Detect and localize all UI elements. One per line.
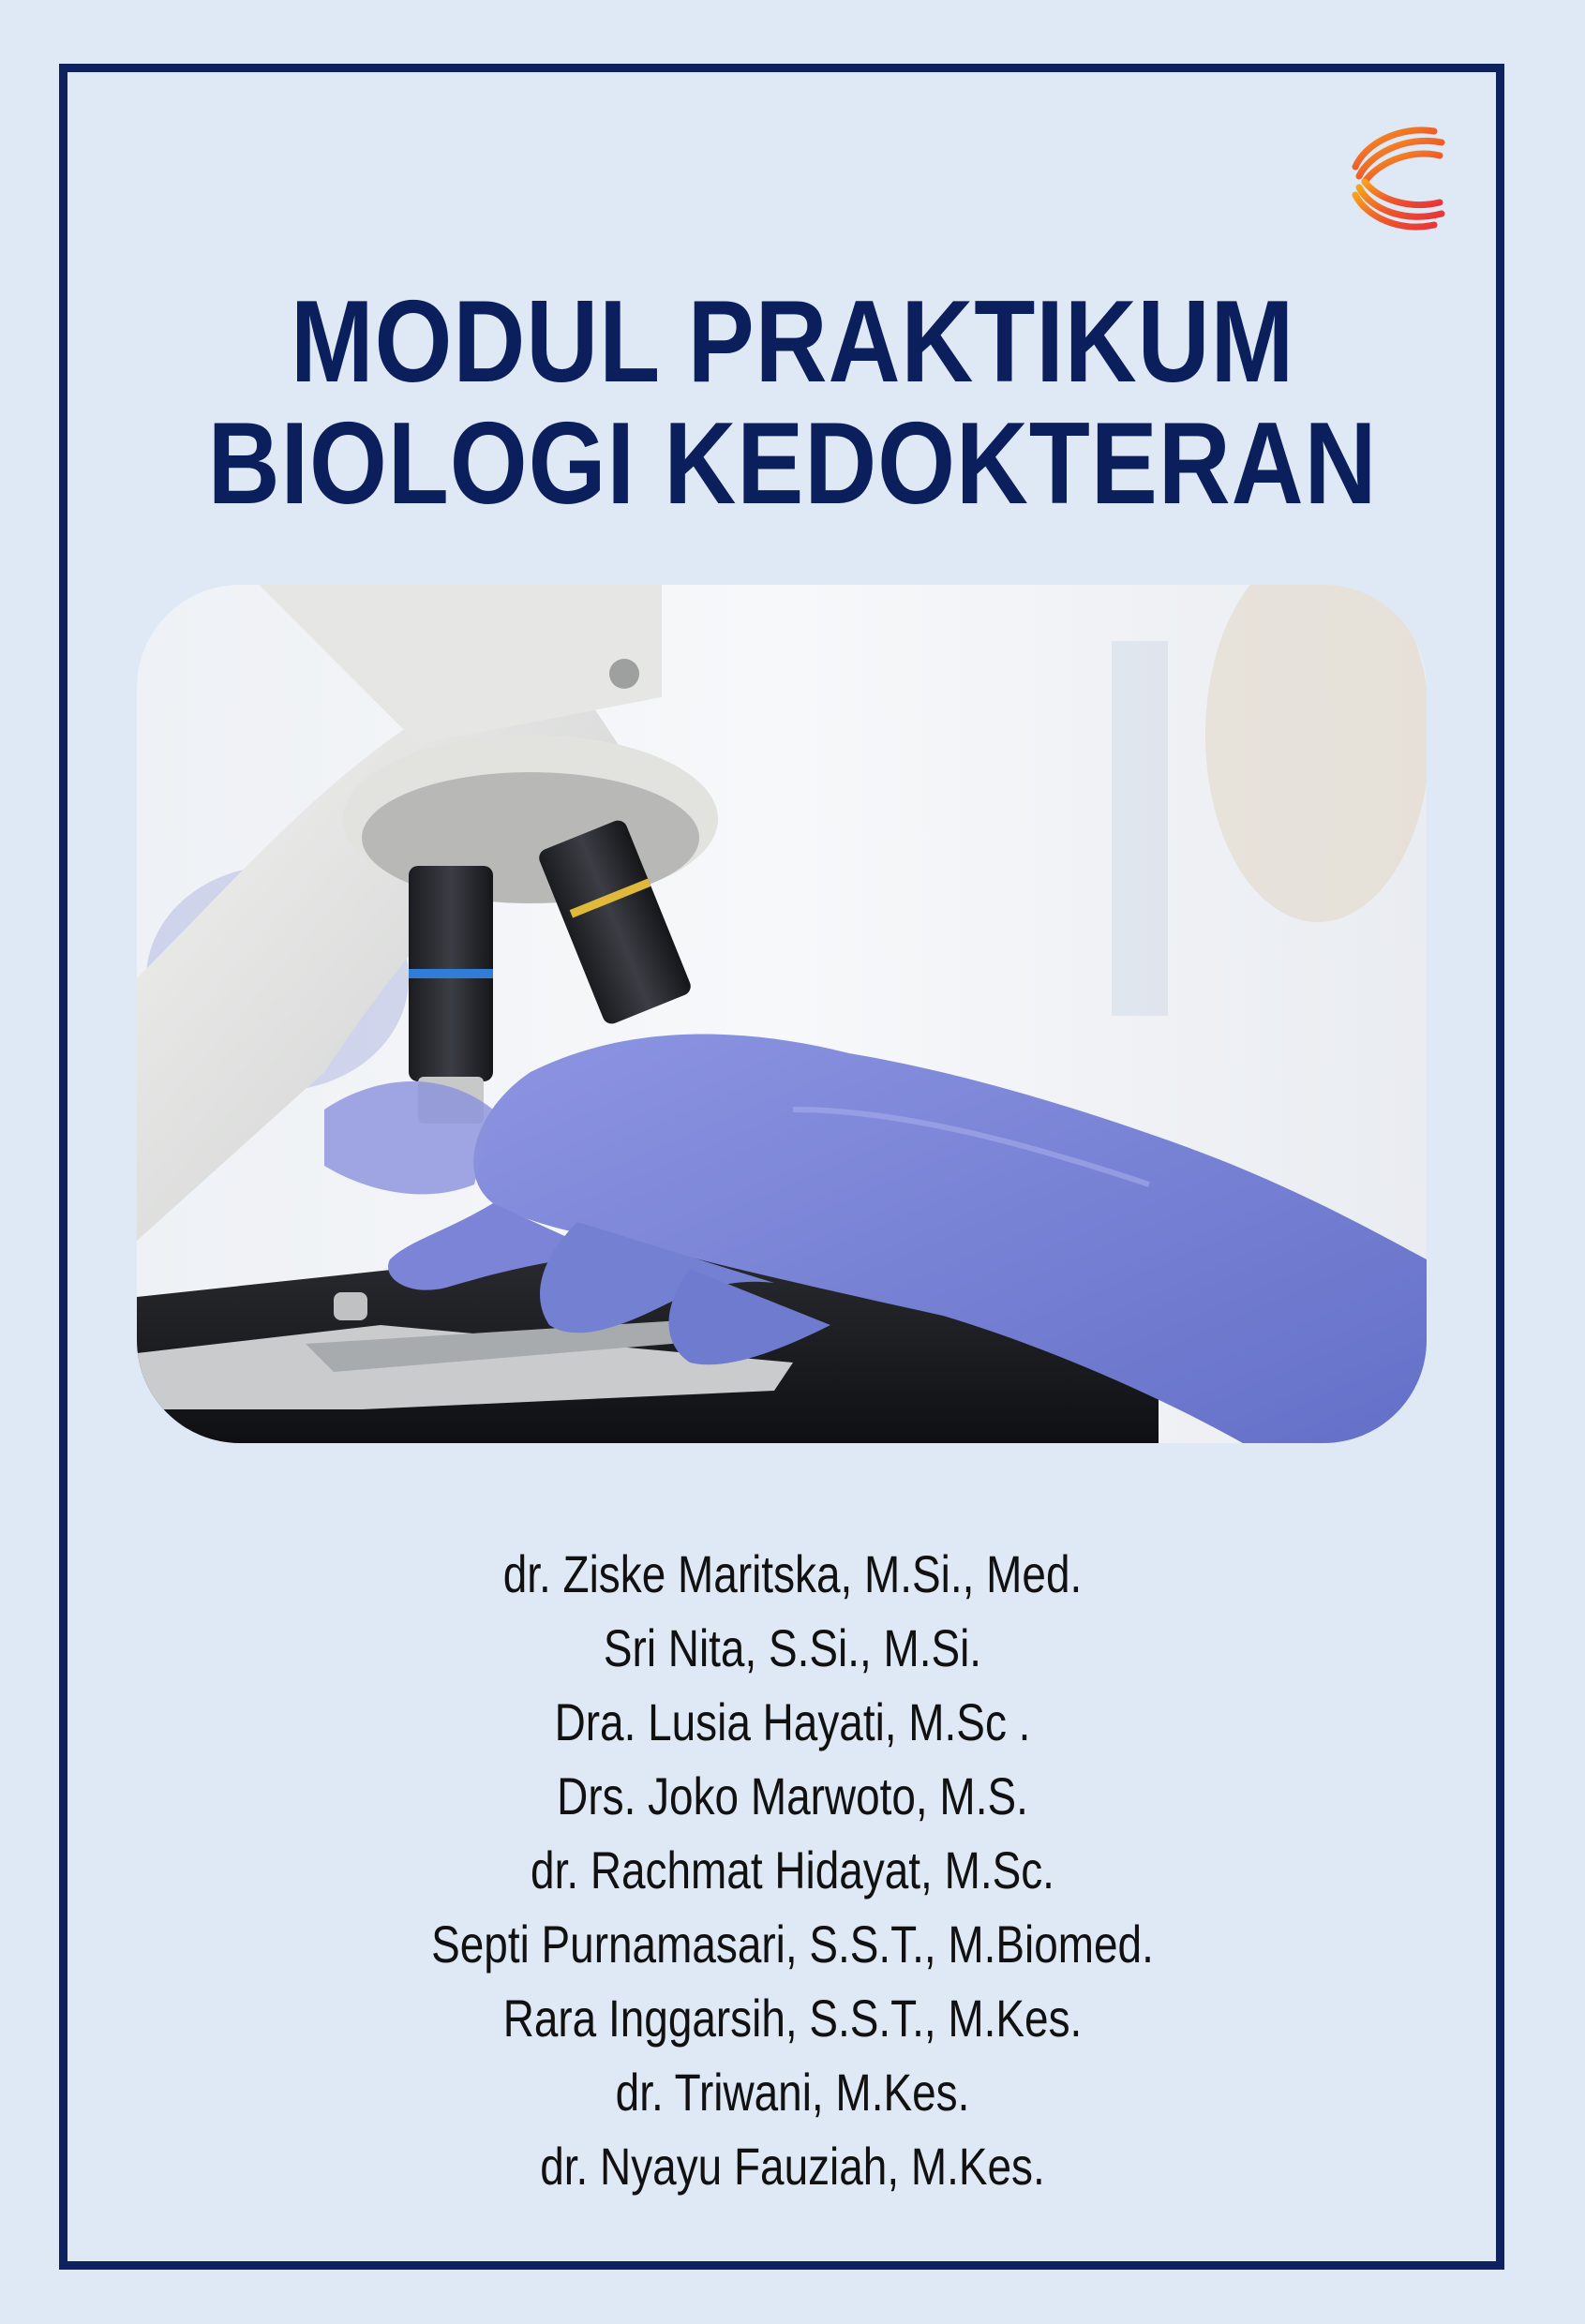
author-name: dr. Rachmat Hidayat, M.Sc. (531, 1840, 1054, 1899)
author-name: dr. Ziske Maritska, M.Si., Med. (502, 1544, 1083, 1603)
title-line-2: BIOLOGI KEDOKTERAN (207, 399, 1378, 529)
publisher-logo-icon (1342, 120, 1451, 232)
author-name: Drs. Joko Marwoto, M.S. (557, 1766, 1028, 1825)
author-name: dr. Nyayu Fauziah, M.Kes. (540, 2137, 1045, 2196)
author-name: Sri Nita, S.Si., M.Si. (603, 1618, 982, 1677)
title-line-1: MODUL PRAKTIKUM (290, 277, 1295, 407)
author-name: Septi Purnamasari, S.S.T., M.Biomed. (431, 1914, 1154, 1974)
book-title (111, 277, 1473, 529)
author-name: Dra. Lusia Hayati, M.Sc . (554, 1692, 1031, 1751)
author-name: Rara Inggarsih, S.S.T., M.Kes. (502, 1989, 1083, 2048)
cover-photo (137, 585, 1427, 1443)
author-name: dr. Triwani, M.Kes. (615, 2063, 970, 2122)
microscope-gloved-hand-photo (137, 585, 1427, 1443)
author-list (0, 1537, 1585, 2203)
